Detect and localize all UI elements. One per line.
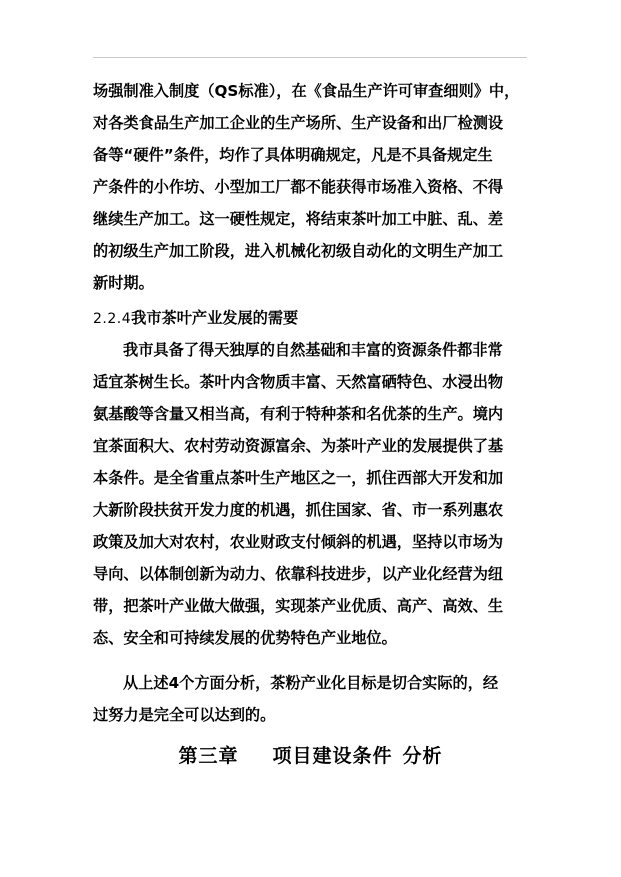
section-number: 2.2.4 bbox=[93, 311, 132, 327]
paragraph-line: 备等“硬件”条件，均作了具体明确规定，凡是不具备规定生 bbox=[93, 146, 493, 164]
header-rule bbox=[93, 57, 527, 58]
chapter-title bbox=[0, 741, 621, 768]
chapter-number: 第三章 bbox=[178, 745, 239, 767]
section-heading bbox=[93, 302, 529, 334]
paragraph-line: 导向、以体制创新为动力、依靠科技进步，以产业化经营为纽 bbox=[93, 565, 504, 583]
chapter-suffix: 分析 bbox=[402, 745, 443, 767]
paragraph-line: 继续生产加工。这一硬性规定，将结束茶叶加工中脏、乱、差 bbox=[93, 210, 504, 228]
conclusion-paragraph bbox=[93, 667, 529, 731]
paragraph-line: 新时期。 bbox=[93, 274, 154, 292]
paragraph-line: 氨基酸等含量又相当高，有利于特种茶和名优茶的生产。境内 bbox=[93, 405, 504, 423]
section-title: 我市茶叶产业发展的需要 bbox=[131, 309, 299, 327]
paragraph-line: 对各类食品生产加工企业的生产场所、生产设备和出厂检测设 bbox=[93, 114, 504, 132]
continued-paragraph bbox=[93, 75, 529, 299]
chapter-name: 项目建设条件 bbox=[272, 745, 393, 767]
paragraph-line: 产条件的小作坊、小型加工厂都不能获得市场准入资格、不得 bbox=[93, 178, 504, 196]
paragraph-line: 本条件。是全省重点茶叶生产地区之一，抓住西部大开发和加 bbox=[93, 469, 504, 487]
paragraph-line: 过努力是完全可以达到的。 bbox=[93, 706, 276, 724]
paragraph-line: 带，把茶叶产业做大做强，实现茶产业优质、高产、高效、生 bbox=[93, 597, 504, 615]
paragraph-line: 宜茶面积大、农村劳动资源富余、为茶叶产业的发展提供了基 bbox=[93, 437, 504, 455]
paragraph-line: 大新阶段扶贫开发力度的机遇，抓住国家、省、市一系列惠农 bbox=[93, 501, 504, 519]
section-paragraph bbox=[93, 334, 529, 654]
paragraph-line: 的初级生产加工阶段，进入机械化初级自动化的文明生产加工 bbox=[93, 242, 504, 260]
paragraph-line: 从上述4个方面分析，茶粉产业化目标是切合实际的，经 bbox=[123, 674, 499, 692]
paragraph-line: 我市具备了得天独厚的自然基础和丰富的资源条件都非常 bbox=[123, 341, 503, 359]
paragraph-line: 适宜茶树生长。茶叶内含物质丰富、天然富硒特色、水浸出物 bbox=[93, 373, 504, 391]
paragraph-line: 场强制准入制度（QS标准），在《食品生产许可审查细则》中， bbox=[93, 82, 520, 100]
paragraph-line: 政策及加大对农村，农业财政支付倾斜的机遇，坚持以市场为 bbox=[93, 533, 504, 551]
paragraph-line: 态、安全和可持续发展的优势特色产业地位。 bbox=[93, 629, 397, 647]
